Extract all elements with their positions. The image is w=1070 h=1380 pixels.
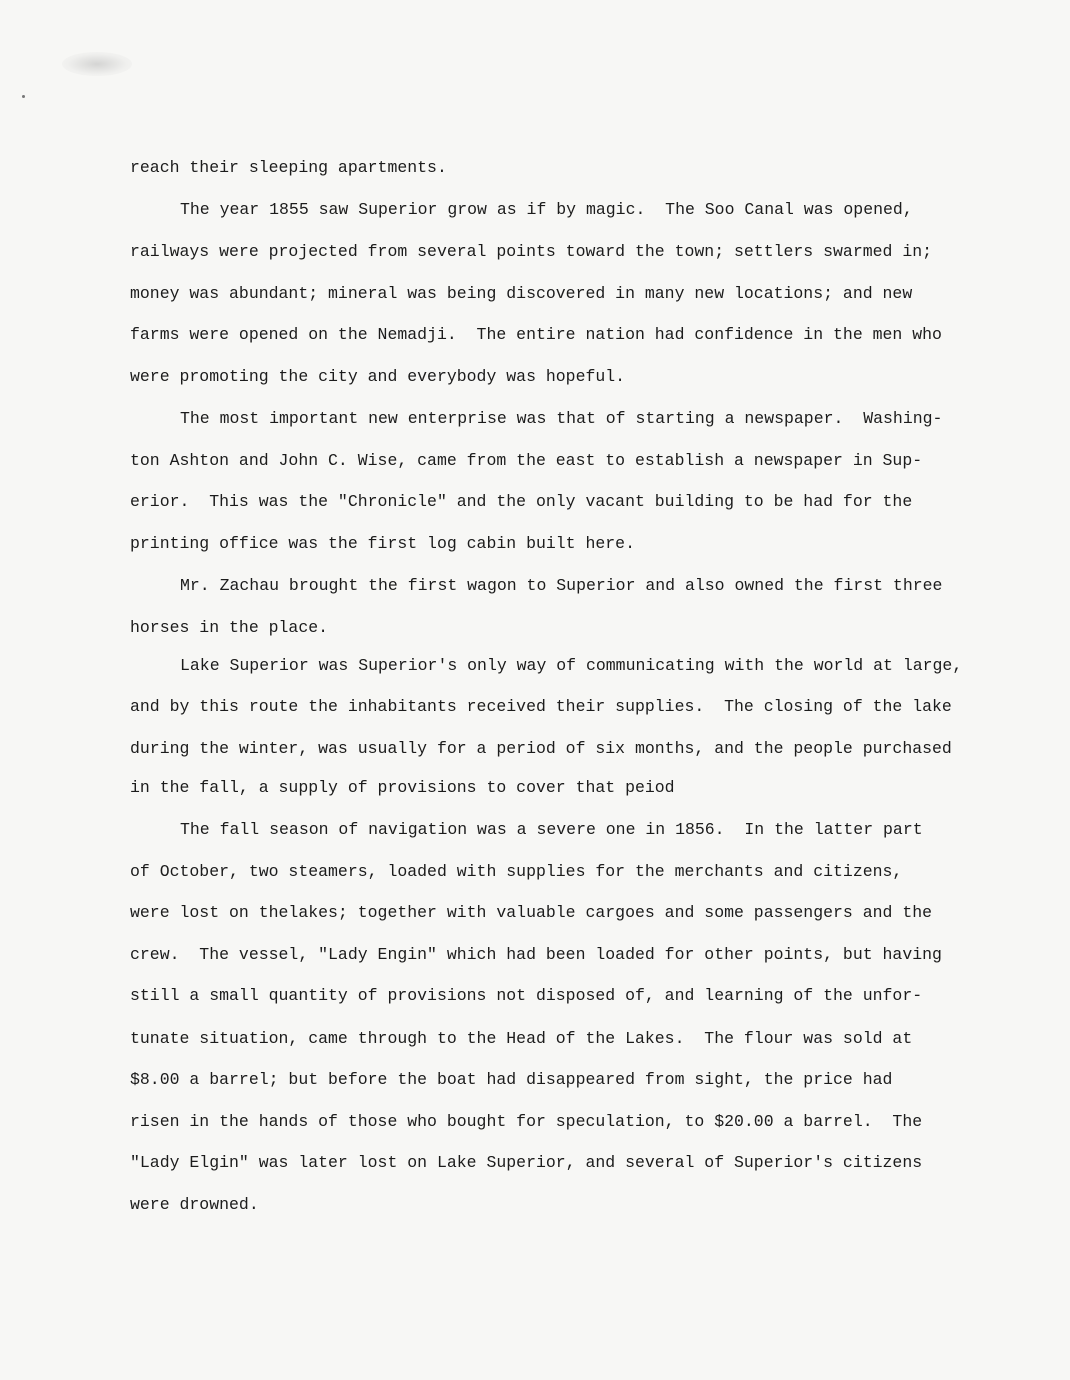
text-line: reach their sleeping apartments. [130,158,447,177]
text-line: and by this route the inhabitants received their supplies. The closing of the lake [130,697,952,716]
text-line: "Lady Elgin" was later lost on Lake Superior, and several of Superior's citizens [130,1153,923,1172]
text-line: risen in the hands of those who bought for speculation, to $20.00 a barrel. The [130,1112,923,1131]
text-line: were promoting the city and everybody was hopeful. [130,367,626,386]
text-line: during the winter, was usually for a period of six months, and the people purchased [130,739,952,758]
text-line: in the fall, a supply of provisions to cover that peiod [130,778,675,797]
text-line: crew. The vessel, "Lady Engin" which had been loaded for other points, but having [130,945,942,964]
ink-smudge [62,52,132,76]
text-line: money was abundant; mineral was being discovered in many new locations; and new [130,284,913,303]
text-line: horses in the place. [130,618,329,637]
text-line: The year 1855 saw Superior grow as if by magic. The Soo Canal was opened, [180,200,913,219]
text-line: erior. This was the "Chronicle" and the only vacant building to be had for the [130,492,913,511]
text-line: railways were projected from several points toward the town; settlers swarmed in; [130,242,933,261]
text-line: ton Ashton and John C. Wise, came from the east to establish a newspaper in Sup- [130,451,923,470]
text-line: farms were opened on the Nemadji. The entire nation had confidence in the men who [130,325,942,344]
text-line: $8.00 a barrel; but before the boat had disappeared from sight, the price had [130,1070,893,1089]
text-line: printing office was the first log cabin built here. [130,534,635,553]
text-line: of October, two steamers, loaded with supplies for the merchants and citizens, [130,862,903,881]
text-line: Mr. Zachau brought the first wagon to Superior and also owned the first three [180,576,943,595]
text-line: were lost on thelakes; together with valuable cargoes and some passengers and the [130,903,933,922]
text-line: still a small quantity of provisions not disposed of, and learning of the unfor- [130,986,923,1005]
text-line: Lake Superior was Superior's only way of communicating with the world at large, [180,656,963,675]
text-line: The fall season of navigation was a severe one in 1856. In the latter part [180,820,923,839]
text-line: were drowned. [130,1195,259,1214]
speck [22,95,25,98]
text-line: tunate situation, came through to the Head of the Lakes. The flour was sold at [130,1029,913,1048]
text-line: The most important new enterprise was that of starting a newspaper. Washing- [180,409,943,428]
